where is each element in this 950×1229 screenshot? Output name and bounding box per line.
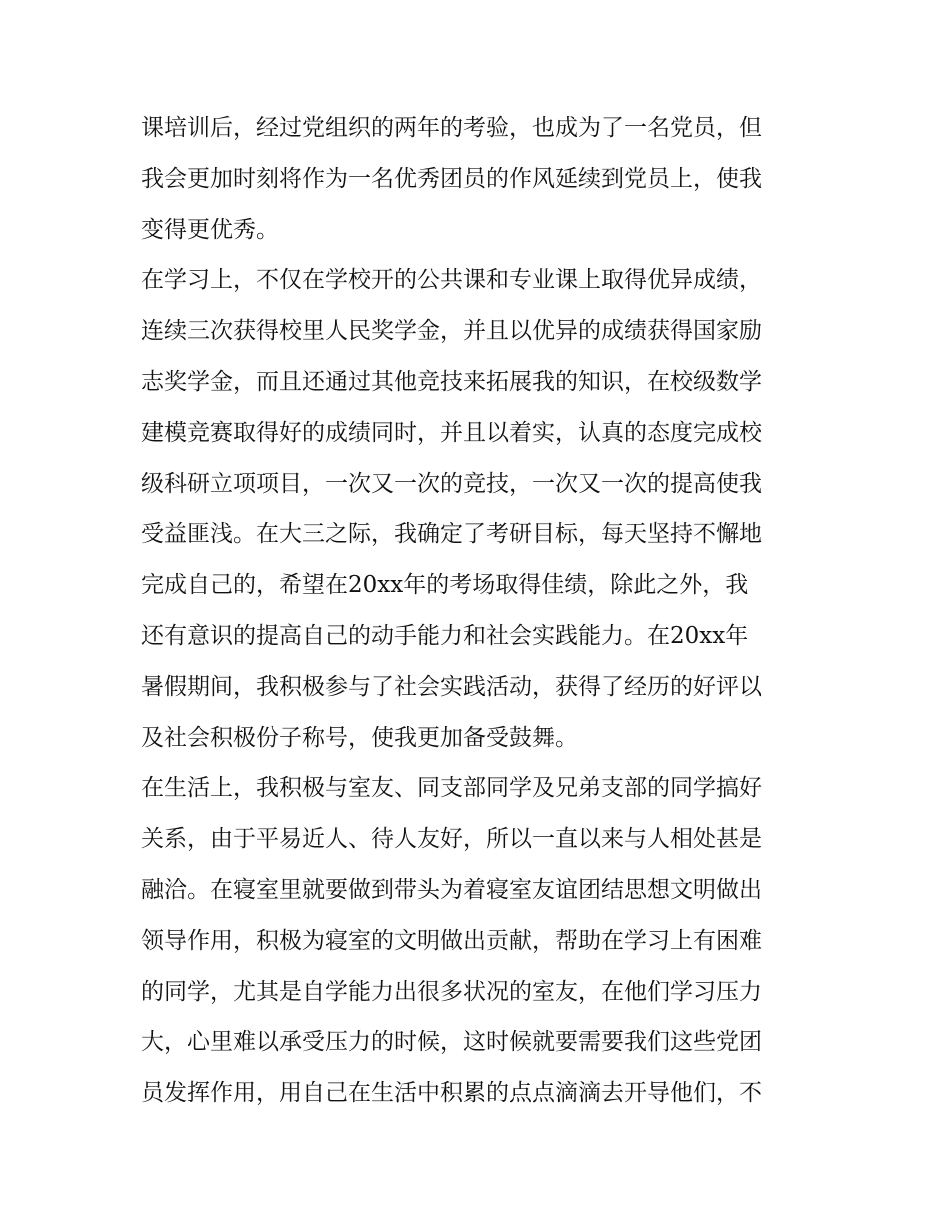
- text-line: 志奖学金，而且还通过其他竞技来拓展我的知识，在校级数学: [141, 368, 762, 395]
- text-line: 融洽。在寝室里就要做到带头为着寝室友谊团结思想文明做出: [141, 876, 762, 903]
- text-line: 连续三次获得校里人民奖学金，并且以优异的成绩获得国家励: [141, 318, 762, 345]
- text-line: 关系，由于平易近人、待人友好，所以一直以来与人相处甚是: [141, 826, 762, 853]
- text-line: 我会更加时刻将作为一名优秀团员的作风延续到党员上，使我: [141, 165, 762, 192]
- text-line: 大，心里难以承受压力的时候，这时候就要需要我们这些党团: [141, 1029, 762, 1056]
- text-line: 员发挥作用，用自己在生活中积累的点点滴滴去开导他们，不: [141, 1080, 762, 1107]
- text-line: 建模竞赛取得好的成绩同时，并且以着实，认真的态度完成校: [141, 419, 762, 446]
- text-line: 及社会积极份子称号，使我更加备受鼓舞。: [141, 724, 578, 751]
- text-line: 暑假期间，我积极参与了社会实践活动，获得了经历的好评以: [141, 673, 762, 700]
- text-line: 受益匪浅。在大三之际，我确定了考研目标，每天坚持不懈地: [141, 521, 762, 548]
- text-line: 领导作用，积极为寝室的文明做出贡献，帮助在学习上有困难: [141, 927, 762, 954]
- text-line: 在生活上，我积极与室友、同支部同学及兄弟支部的同学搞好: [141, 775, 762, 802]
- text-line: 课培训后，经过党组织的两年的考验，也成为了一名党员，但: [141, 115, 762, 141]
- body-text: [141, 103, 821, 1119]
- text-line: 完成自己的，希望在20xx年的考场取得佳绩，除此之外，我: [141, 572, 749, 599]
- text-line: 变得更优秀。: [141, 216, 279, 243]
- text-line: 的同学，尤其是自学能力出很多状况的室友，在他们学习压力: [141, 978, 762, 1005]
- text-line: 级科研立项项目，一次又一次的竞技，一次又一次的提高使我: [141, 470, 762, 497]
- text-line: 在学习上，不仅在学校开的公共课和专业课上取得优异成绩，: [141, 267, 762, 294]
- text-line: 还有意识的提高自己的动手能力和社会实践能力。在20xx年: [141, 622, 749, 649]
